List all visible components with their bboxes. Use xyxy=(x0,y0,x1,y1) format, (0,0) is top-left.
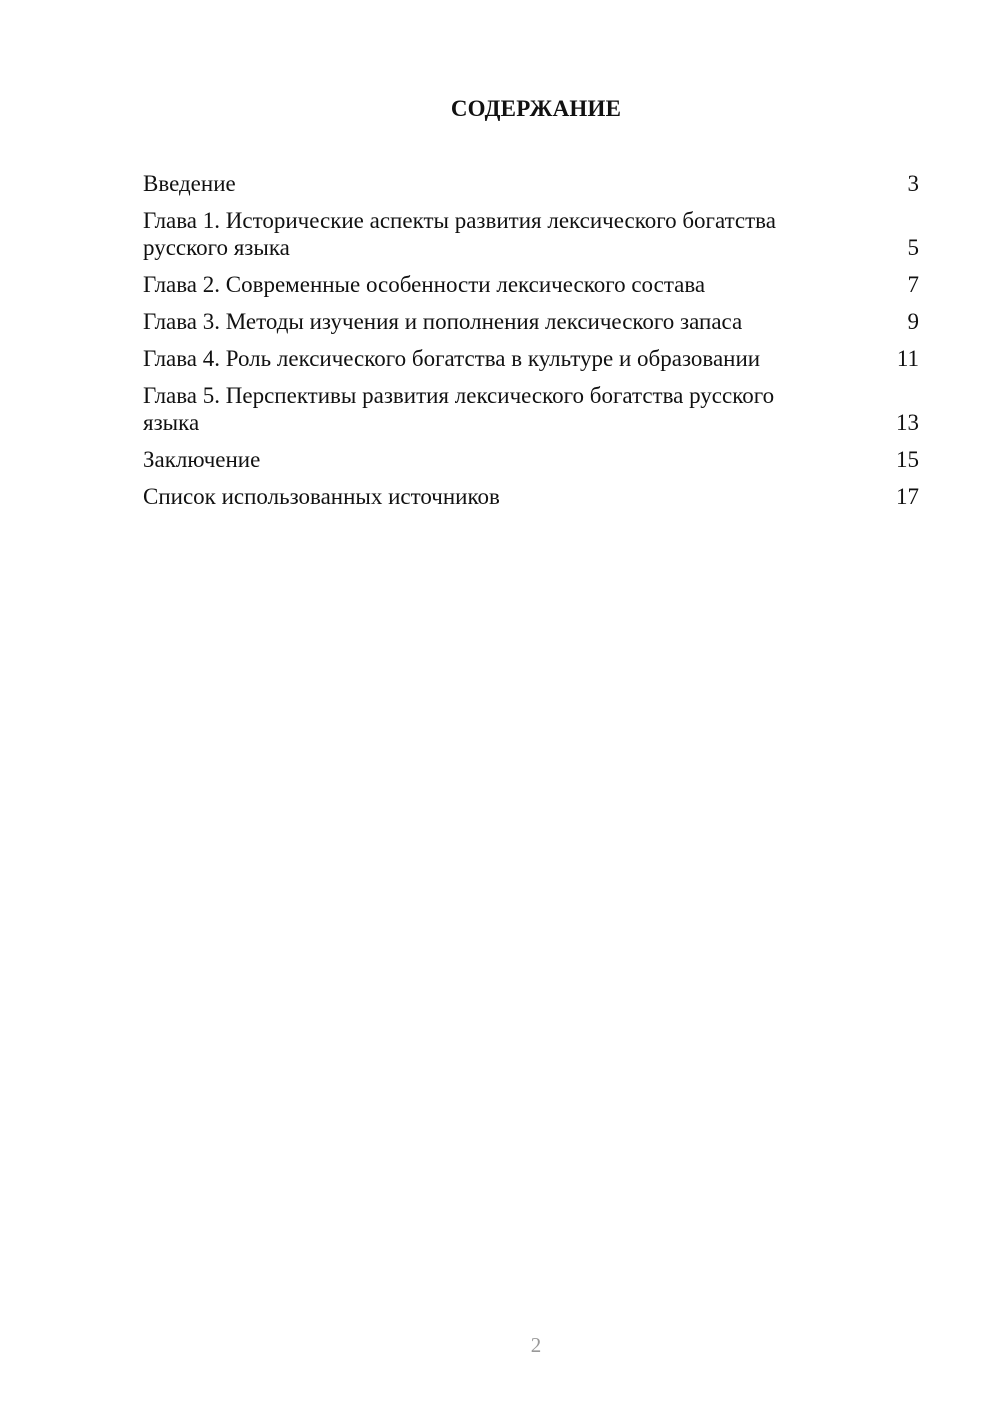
toc-entry-chapter-3[interactable] xyxy=(143,308,919,335)
toc-entry-label: Глава 4. Роль лексического богатства в культуре и образовании xyxy=(143,346,761,371)
toc-entry-label: Введение xyxy=(143,171,236,196)
toc-entry-label: Глава 3. Методы изучения и пополнения лексического запаса xyxy=(143,309,743,334)
page-number: 2 xyxy=(530,1333,542,1357)
toc-title: СОДЕРЖАНИЕ xyxy=(450,96,622,121)
toc-entry-chapter-5[interactable] xyxy=(143,382,919,436)
toc-entry-chapter-4[interactable] xyxy=(143,345,919,372)
toc-entry-page: 13 xyxy=(896,410,919,435)
toc-entry-label: Глава 5. Перспективы развития лексического богатства русского языка xyxy=(143,383,775,435)
toc-entry-label: Заключение xyxy=(143,447,261,472)
toc-entry-chapter-1[interactable] xyxy=(143,207,919,261)
table-of-contents xyxy=(143,170,919,520)
toc-entry-label: Список использованных источников xyxy=(143,484,500,509)
toc-entry-references[interactable] xyxy=(143,483,919,510)
toc-entry-conclusion[interactable] xyxy=(143,446,919,473)
toc-entry-label: Глава 2. Современные особенности лексического состава xyxy=(143,272,706,297)
toc-entry-page: 3 xyxy=(907,171,919,196)
toc-entry-page: 17 xyxy=(896,484,919,509)
toc-entry-page: 9 xyxy=(907,309,919,334)
toc-entry-page: 15 xyxy=(896,447,919,472)
toc-entry-label: Глава 1. Исторические аспекты развития лексического богатства русского языка xyxy=(143,208,776,260)
toc-entry-introduction[interactable] xyxy=(143,170,919,197)
toc-entry-page: 7 xyxy=(907,272,919,297)
toc-entry-chapter-2[interactable] xyxy=(143,271,919,298)
toc-entry-page: 5 xyxy=(907,235,919,260)
toc-entry-page: 11 xyxy=(896,346,919,371)
